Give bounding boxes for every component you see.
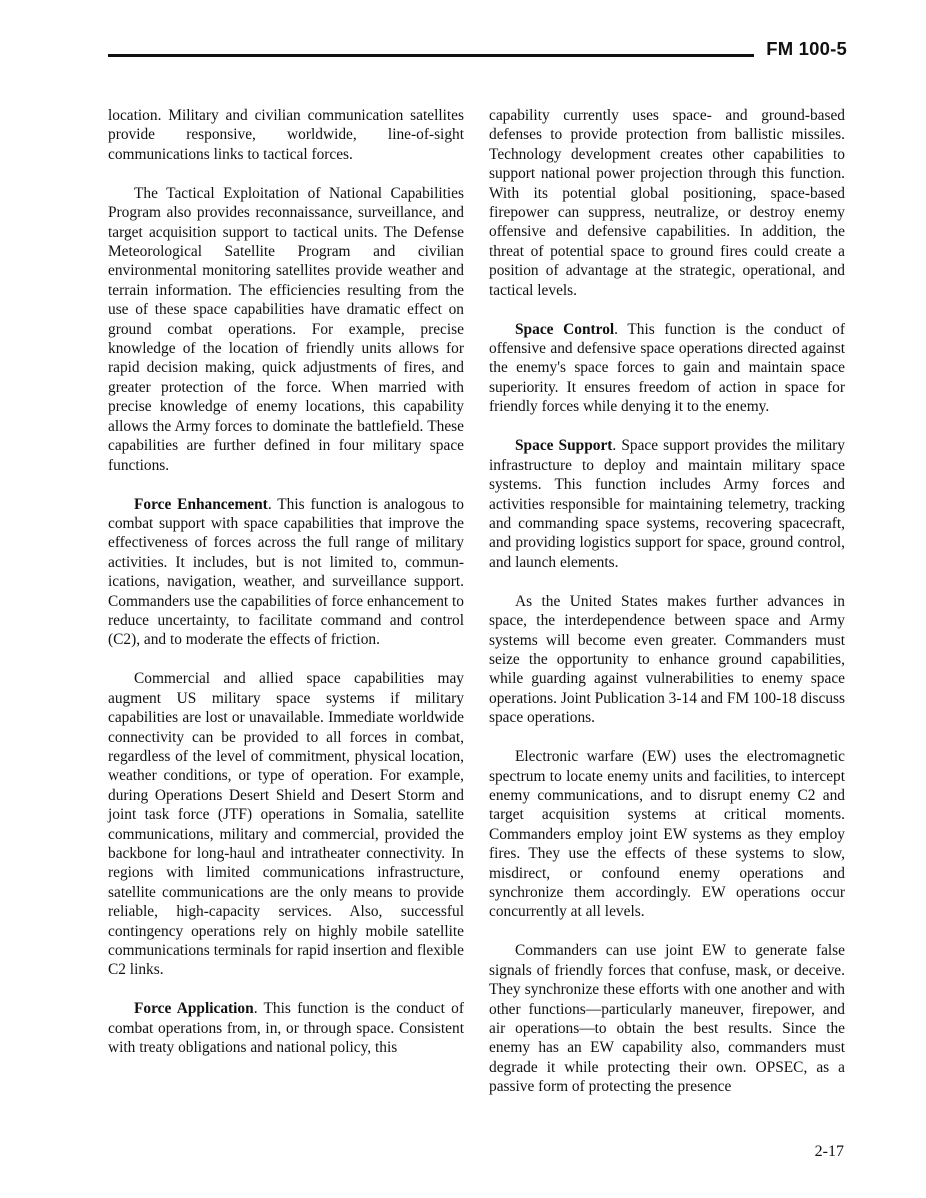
paragraph-space-control — [489, 320, 845, 417]
paragraph-space-support — [489, 436, 845, 572]
right-column — [489, 106, 845, 1097]
paragraph-force-enhancement — [108, 495, 464, 650]
paragraph-continued: location. Military and civilian communication satellites provide responsive, worldwide, line-of-sight communications links to tactical forces. — [108, 107, 464, 163]
paragraph-continued: capability currently uses space- and ground-based defenses to provide protection from ballistic missiles. Technology development creates other capabilities to support national power projection through this function. With its potential global positioning, space-based firepower can suppress, neutralize, or destroy enemy offensive and defensive capabilities. In addition, the threat of potential space to ground fires could create a position of advantage at the strategic, operational, and tactical levels. — [489, 107, 845, 299]
run-in-heading-force-enhancement: Force Enhancement — [134, 495, 268, 513]
paragraph-space-advances: As the United States makes further advances in space, the interdependence between space and Army systems will become even greater. Commanders must seize the opportunity to enhance ground capabilities, while guarding against vulnerabilities to enemy space operations. Joint Publication 3-14 and FM 100-18 discuss space operations. — [489, 592, 845, 727]
paragraph-body: . Space support provides the military infrastructure to deploy and maintain military space systems. This function includes Army forces and activities responsible for maintaining telemetry, tracking and commanding space systems, recovering spacecraft, and providing logistics support for space, ground control, and launch elements. — [489, 437, 845, 571]
paragraph-body: . This function is analogous to combat support with space capabilities that improve the effectiveness of forces across the full range of military activities. It includes, but is not limited to, commun- ications, navigation, weather, and surveillance support. Commanders use the capabilities of force enhancement to reduce uncertainty, to facilitate command and control (C2), and to moderate the effects of friction. — [108, 495, 464, 649]
paragraph-commercial-allied: Commercial and allied space capabilities may augment US military space systems if military capabilities are lost or unavailable. Immediate worldwide connectivity can be provided to all forces in combat, regardless of the level of commitment, physical location, weather conditions, or type of operation. For example, during Operations Desert Shield and Desert Storm and joint task force (JTF) operations in Somalia, satellite communications, military and commercial, provided the backbone for long-haul and intratheater connectivity. In regions with limited communications infrastructure, satellite communications are the only means to provide reliable, high-capacity services. Also, successful contingency operations rely on highly mobile satellite communications terminals for rapid insertion and flexible C2 links. — [108, 670, 464, 979]
run-in-heading-space-support: Space Support — [515, 437, 613, 455]
run-in-heading-force-application: Force Application — [134, 1000, 254, 1018]
document-id: FM 100-5 — [766, 38, 847, 59]
paragraph-joint-ew: Commanders can use joint EW to generate false signals of friendly forces that confuse, mask, or deceive. They synchronize these efforts with one another and with other functions—particularly maneuver, firepower, and air operations—to obtain the best results. Since the enemy has an EW capability also, commanders must degrade it while protecting their own. OPSEC, as a passive form of protecting the presence — [489, 942, 845, 1096]
paragraph-force-application — [108, 999, 464, 1057]
paragraph-electronic-warfare: Electronic warfare (EW) uses the electromagnetic spectrum to locate enemy units and facilities, to intercept enemy communications, and to disrupt enemy C2 and target acquisition systems at critical moments. Commanders employ joint EW systems as they employ fires. They use the effects of these systems to slow, misdirect, or confound enemy operations and synchronize them accordingly. EW operations occur concurrently at all levels. — [489, 748, 845, 921]
run-in-heading-space-control: Space Control — [515, 320, 615, 338]
paragraph-body: . This function is the conduct of offensive and defensive space operations directed against the enemy's space forces to gain and maintain space superiority. It ensures freedom of action in space for friendly forces while denying it to the enemy. — [489, 320, 846, 416]
left-column — [108, 106, 464, 1058]
page-number: 2-17 — [814, 1143, 844, 1160]
paragraph-tactical-exploitation: The Tactical Exploitation of National Capabilities Program also provides reconnaissance, surveillance, and target acquisition support to tactical units. The Defense Meteorological Satellite Program and civilian environmental monitoring satellites provide weather and terrain information. The efficiencies resulting from the use of these space capabilities have dramatic effect on ground combat operations. For example, precise knowledge of the location of friendly units allows for rapid decision making, quick adjustments of fires, and greater protection of the force. When married with precise knowledge of enemy locations, this capability allows the Army forces to dominate the battlefield. These capabilities are further defined in four military space functions. — [108, 184, 464, 474]
paragraph-body: . This function is the conduct of combat operations from, in, or through space. Consistent with treaty obligations and national policy, this — [108, 1000, 464, 1057]
header-rule — [108, 54, 754, 57]
